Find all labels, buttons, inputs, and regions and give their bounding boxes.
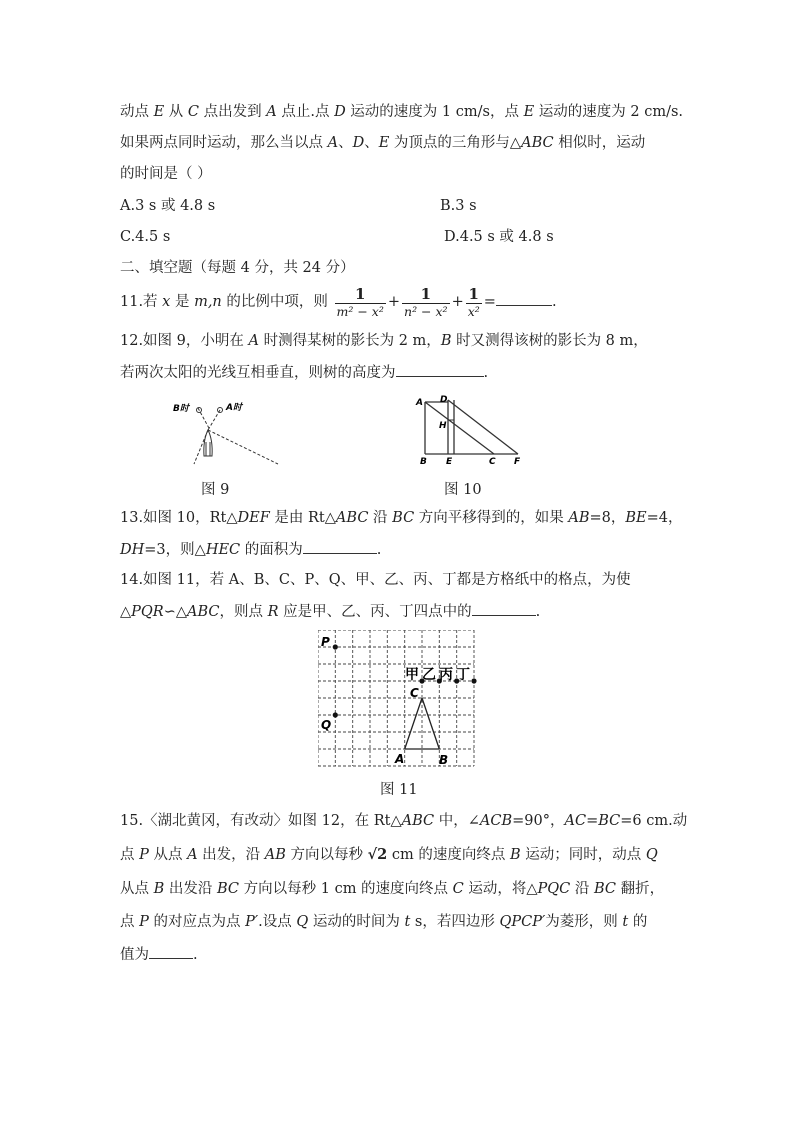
fig11-point-p [333, 644, 338, 649]
fig10-caption: 图 10 [444, 482, 482, 498]
fig11-label-bing: 丙 [439, 667, 453, 683]
fig9-person-icon [204, 430, 212, 456]
fig10-label-a: A [416, 398, 423, 408]
fig10-label-c: C [489, 457, 496, 467]
q14-answer-blank[interactable] [472, 601, 536, 616]
fig11-label-yi: 乙 [422, 667, 436, 683]
q10-option-d: D.4.5 s 或 4.8 s [444, 229, 554, 245]
fig10-label-h: H [439, 421, 447, 431]
fig11-label-q: Q [321, 718, 332, 732]
fig10-label-b: B [420, 457, 427, 467]
fig9-sun-ray-b [198, 408, 210, 430]
fig11-label-p: P [321, 635, 330, 649]
q10-option-c: C.4.5 s [120, 229, 171, 245]
q14-line1: 14.如图 11，若 A、B、C、P、Q、甲、乙、丙、丁都是方格纸中的格点，为使 [120, 572, 631, 588]
q11-fraction-1: $\frac{1}{\text{m² − x²}}$ [336, 284, 384, 319]
fig11-triangle-side-bc [422, 698, 439, 749]
fig10-label-f: F [514, 457, 521, 467]
q11-fraction-2: $\frac{1}{\text{n² − x²}}$ [404, 284, 448, 319]
fig11-point-ding [471, 678, 476, 683]
section-heading: 二、填空题（每题 4 分，共 24 分） [120, 260, 355, 276]
q15-line3: 从点 B 出发沿 BC 方向以每秒 1 cm 的速度向终点 C 运动，将△PQC 沿 BC 翻折， [120, 881, 665, 897]
fig11-grid [318, 630, 474, 766]
q12-answer-blank[interactable] [396, 362, 484, 377]
q15-line1: 15.〈湖北黄冈，有改动〉如图 12，在 Rt△ABC 中，∠ACB=90°，AC=BC=6 cm.动 [120, 813, 688, 829]
fig10-label-d: D [440, 395, 448, 405]
q13-line1: 13.如图 10，Rt△DEF 是由 Rt△ABC 沿 BC 方向平移得到的，如果 AB=8，BE=4， [120, 510, 683, 526]
fig9-sun-ray-a [208, 410, 220, 430]
figure-10 [408, 392, 528, 468]
q15-answer-blank[interactable] [149, 944, 193, 959]
q13-line2: DH=3，则△HEC 的面积为 . [120, 539, 381, 560]
fig11-label-jia: 甲 [405, 667, 419, 683]
fig11-label-ding: 丁 [456, 667, 470, 683]
fig9-label-b: B时 [173, 404, 189, 414]
q11: 11.若 x 是 m,n 的比例中项，则 $\frac{1}{\text{m² − x²}}$ + $\frac{1}{\text{n² − x²}}$ + $\frac{1}{\text{x²}}$ = . [120, 284, 557, 319]
fig9-label-a: A时 [226, 403, 242, 413]
q15-line2: 点 P 从点 A 出发，沿 AB 方向以每秒 √2 cm 的速度向终点 B 运动；同时，动点 Q [120, 846, 658, 863]
q10-option-a: A.3 s 或 4.8 s [120, 198, 216, 214]
q10-line3: 的时间是（ ） [120, 166, 212, 182]
q13-answer-blank[interactable] [303, 539, 377, 554]
q11-fraction-3: $\frac{1}{\text{x²}}$ [467, 284, 480, 319]
q12-line2: 若两次太阳的光线互相垂直，则树的高度为 . [120, 362, 488, 383]
fig10-label-e: E [446, 457, 453, 467]
figure-11 [318, 630, 478, 770]
q15-line5: 值为 . [120, 944, 198, 965]
fig11-label-b: B [439, 753, 449, 767]
fig11-label-a: A [395, 752, 405, 766]
q14-line2: △PQR∽△ABC，则点 R 应是甲、乙、丙、丁四点中的 . [120, 601, 540, 622]
fig9-caption: 图 9 [201, 482, 230, 498]
fig11-label-c: C [410, 686, 419, 700]
q10-line1: 动点 E 从 C 点出发到 A 点止.点 D 运动的速度为 1 cm/s，点 E 运动的速度为 2 cm/s. [120, 104, 684, 120]
fig11-triangle-side-ac [405, 698, 422, 749]
fig11-point-q [333, 712, 338, 717]
q11-answer-blank[interactable] [496, 291, 552, 306]
fig11-caption: 图 11 [380, 782, 418, 798]
q10-line2: 如果两点同时运动，那么当以点 A、D、E 为顶点的三角形与△ABC 相似时，运动 [120, 135, 646, 151]
q12-line1: 12.如图 9，小明在 A 时测得某树的影长为 2 m，B 时又测得该树的影长为 8 m， [120, 333, 648, 349]
q15-line4: 点 P 的对应点为点 P′.设点 Q 运动的时间为 t s，若四边形 QPCP′为菱形，则 t 的 [120, 914, 648, 930]
q10-option-b: B.3 s [440, 198, 477, 214]
fig9-shadow-line-a [208, 430, 278, 464]
figure-9 [168, 396, 288, 468]
